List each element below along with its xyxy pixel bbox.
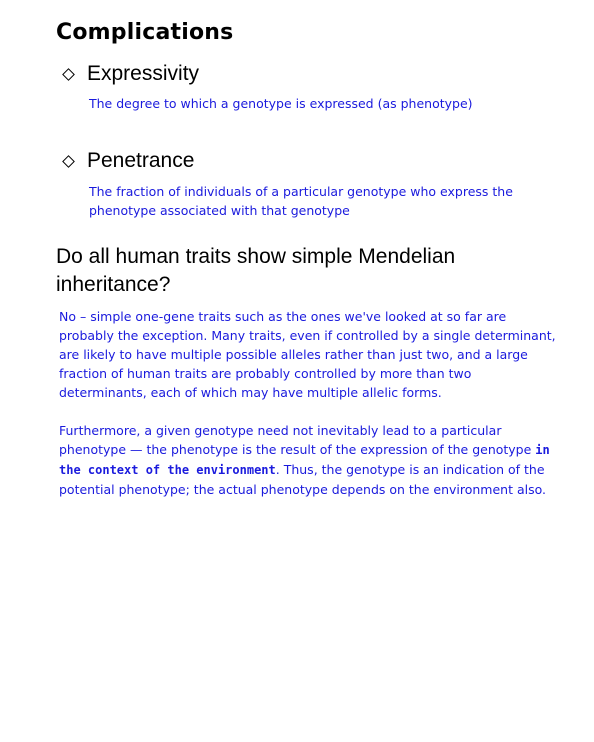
paragraph-environment [59, 421, 559, 499]
definition-penetrance: The fraction of individuals of a particular genotype who express the phenotype associated with that genotype [89, 184, 513, 218]
diamond-bullet-icon [62, 155, 75, 168]
paragraph-mendelian-exceptions: No – simple one-gene traits such as the ones we've looked at so far are probably the exception. Many traits, even if controlled by a single determinant, are likely to have multiple possible alleles rather than just two, and a large fraction of human traits are probably controlled by more than two determinants, each of which may have multiple allelic forms. [59, 309, 556, 400]
paragraph-environment-start: Furthermore, a given genotype need not inevitably lead to a particular phenotype — the phenotype is the result of the expression of the genotype [59, 423, 536, 457]
bullet-expressivity [62, 62, 199, 86]
bullet-term-expressivity: Expressivity [87, 62, 200, 85]
diamond-bullet-icon [62, 68, 75, 81]
bullet-term-penetrance: Penetrance [87, 149, 195, 172]
section-question: Do all human traits show simple Mendelian inheritance? [56, 245, 456, 296]
definition-expressivity: The degree to which a genotype is expressed (as phenotype) [89, 96, 473, 111]
page-title: Complications [56, 20, 234, 45]
emphasis-environment: in the context of the environment [59, 443, 550, 477]
paragraph-environment-end: . Thus, the genotype is an indication of the potential phenotype; the actual phenotype depends on the environment also. [59, 462, 547, 497]
bullet-penetrance [62, 149, 194, 173]
